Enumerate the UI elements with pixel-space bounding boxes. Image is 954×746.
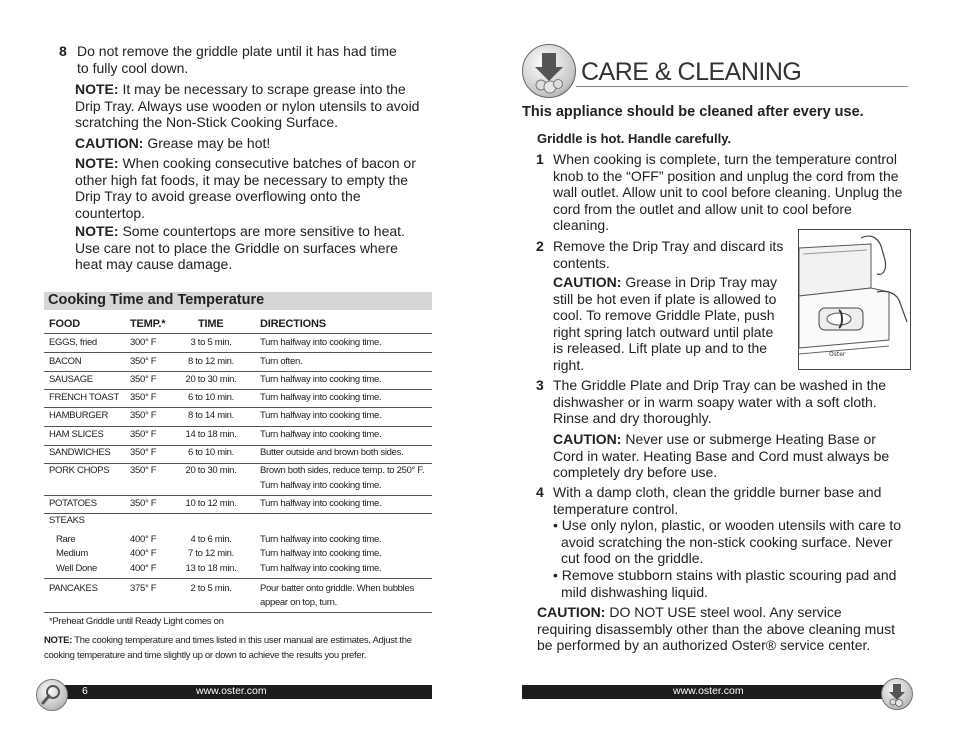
table-row-steaks: STEAKS Rare 400° F 4 to 6 min. Turn halfway into cooking time. Medium 400° F 7 to 12 min. Turn halfway into cooking time. Well Done 400° F 13 to 18 min. Turn halfway into cooking time. (44, 514, 432, 579)
table-row: HAMBURGER 350° F 8 to 14 min. Turn halfway into cooking time. (44, 408, 432, 427)
section-title: CARE & CLEANING (581, 58, 802, 86)
footer-bar (44, 685, 432, 699)
note-1: NOTE: It may be necessary to scrape grease into the Drip Tray. Always use wooden or nylon utensils to avoid scratching the Non-Stick Cooking Surface. (75, 81, 420, 131)
table-row: PANCAKES 375° F 2 to 5 min. Pour batter onto griddle. When bubbles appear on top, turn. (44, 579, 432, 613)
hot-warning: Griddle is hot. Handle carefully. (537, 131, 732, 146)
page-number: 6 (82, 685, 88, 697)
table-footnote: *Preheat Griddle until Ready Light comes on (49, 616, 224, 627)
table-title-bar (44, 292, 432, 310)
table-note: NOTE: The cooking temperature and times listed in this user manual are estimates. Adjust the cooking temperature and time slightly up or down to achieve the results you prefer. (44, 635, 412, 661)
step-number: 2 (536, 238, 544, 254)
cleaning-icon (881, 678, 913, 710)
cleaning-icon (522, 44, 576, 98)
step-3-text: The Griddle Plate and Drip Tray can be washed in the dishwasher or in warm soapy water with a soft cloth. Rinse and dry thoroughly. (553, 377, 887, 427)
header-food: FOOD (49, 318, 80, 330)
step-2-text: Remove the Drip Tray and discard its contents. (553, 238, 784, 271)
magnifier-icon (36, 679, 68, 711)
step-number: 1 (536, 151, 544, 167)
table-row: PORK CHOPS 350° F 20 to 30 min. Brown both sides, reduce temp. to 250° F. Turn halfway into cooking time. (44, 464, 432, 496)
caution-2: CAUTION: Grease in Drip Tray may still be hot even if plate is allowed to cool. To remove Griddle Plate, push right spring latch outward until plate is released. Lift plate up and to the right. (553, 274, 778, 373)
table-row: EGGS, fried 300° F 3 to 5 min. Turn halfway into cooking time. (44, 335, 432, 353)
header-directions: DIRECTIONS (260, 318, 326, 330)
caution-3: CAUTION: Never use or submerge Heating Base or Cord in water. Heating Base and Cord must always be completely dry before use. (553, 431, 890, 481)
note-3: NOTE: Some countertops are more sensitive to heat. Use care not to place the Griddle on surfaces where heat may cause damage. (75, 223, 405, 273)
step-4-text: With a damp cloth, clean the griddle burner base and temperature control. (553, 484, 882, 517)
caution-4: CAUTION: DO NOT USE steel wool. Any service requiring disassembly other than the above cleaning must be performed by an authorized Oster® service center. (537, 604, 895, 654)
bullet-item: • Use only nylon, plastic, or wooden utensils with care to avoid scratching the non-stick cooking surface. Never cut food on the griddle. (553, 517, 902, 567)
table-row: HAM SLICES 350° F 14 to 18 min. Turn halfway into cooking time. (44, 427, 432, 446)
table-row: BACON 350° F 8 to 12 min. Turn often. (44, 353, 432, 372)
table-row: POTATOES 350° F 10 to 12 min. Turn halfway into cooking time. (44, 496, 432, 514)
page-number: 7 (866, 687, 873, 699)
note-2: NOTE: When cooking consecutive batches of bacon or other high fat foods, it may be necessary to empty the Drip Tray to avoid grease overflowing onto the countertop. (75, 155, 416, 221)
footer-bar (522, 685, 892, 699)
griddle-illustration (798, 229, 911, 370)
step-number: 8 (59, 43, 67, 59)
step-number: 4 (536, 484, 544, 500)
step-number: 3 (536, 377, 544, 393)
website-url: www.oster.com (196, 685, 267, 697)
table-title: Cooking Time and Temperature (48, 292, 265, 308)
header-temp: TEMP.* (130, 318, 166, 330)
title-rule (576, 86, 908, 87)
svg-text:Oster: Oster (829, 351, 846, 358)
website-url: www.oster.com (673, 685, 744, 697)
bullet-item: • Remove stubborn stains with plastic scouring pad and mild dishwashing liquid. (553, 567, 897, 600)
table-row: SAUSAGE 350° F 20 to 30 min. Turn halfway into cooking time. (44, 372, 432, 390)
caution-1: CAUTION: Grease may be hot! (75, 135, 271, 151)
header-time: TIME (198, 318, 224, 330)
subtitle: This appliance should be cleaned after every use. (522, 104, 864, 120)
step-8-text: Do not remove the griddle plate until it has had time to fully cool down. (77, 43, 397, 76)
table-row: SANDWICHES 350° F 6 to 10 min. Butter outside and brown both sides. (44, 446, 432, 464)
step-1-text: When cooking is complete, turn the temperature control knob to the “OFF” position and unplug the cord from the wall outlet. Allow unit to cool before cleaning. Unplug the cord from the outlet and allow unit to cool before cleaning. (553, 151, 903, 234)
header-rule (44, 333, 432, 334)
table-row: FRENCH TOAST 350° F 6 to 10 min. Turn halfway into cooking time. (44, 390, 432, 408)
